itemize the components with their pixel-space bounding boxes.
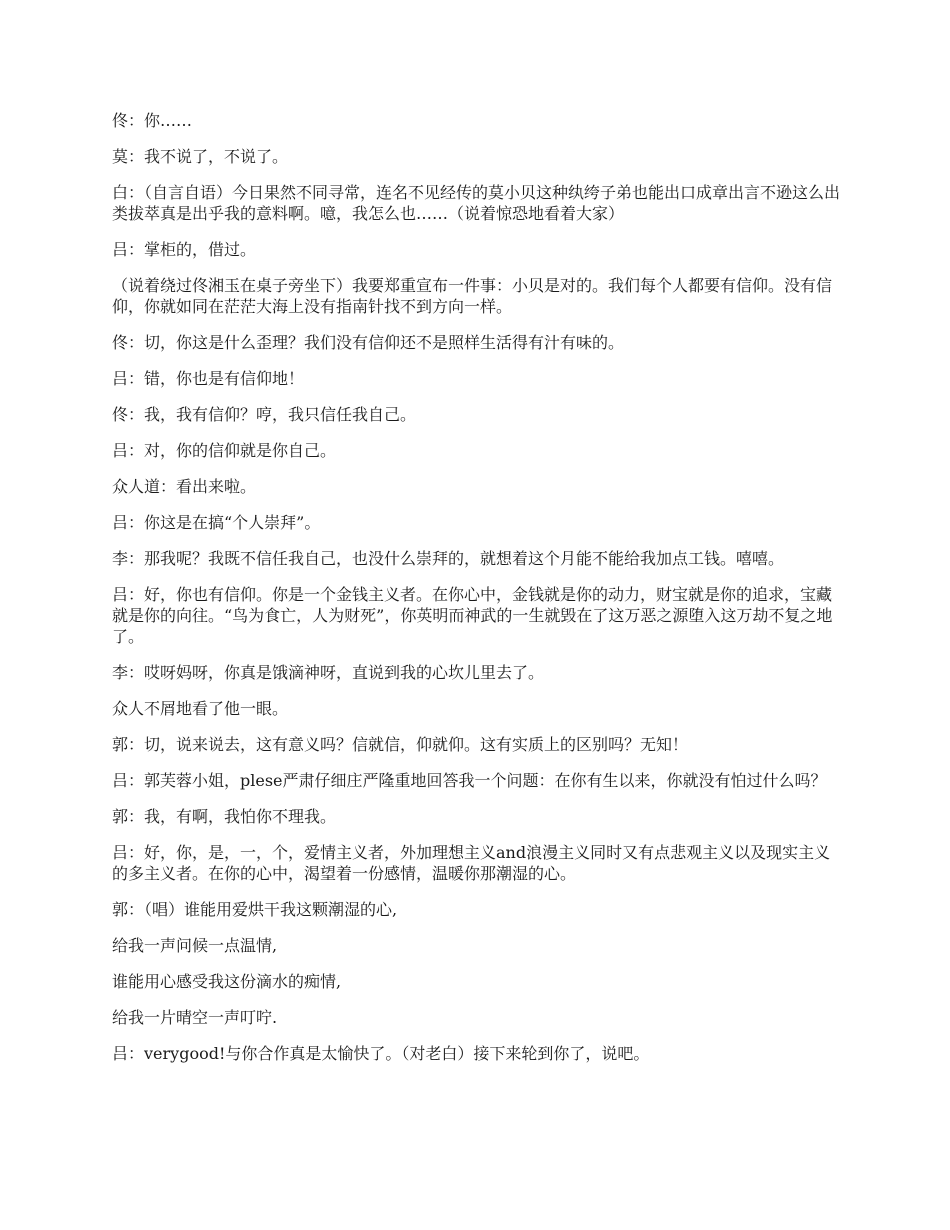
dialogue-line: 吕：对，你的信仰就是你自己。 (112, 441, 337, 460)
dialogue-line: 白：（自言自语）今日果然不同寻常，连名不见经传的莫小贝这种纨绔子弟也能出口成章出言不逊这么出类拔萃真是出乎我的意料啊。噫，我怎么也……（说着惊恐地看着大家） (112, 183, 841, 223)
dialogue-line: 李：那我呢？我既不信任我自己，也没什么崇拜的，就想着这个月能不能给我加点工钱。嘻嘻。 (112, 549, 785, 568)
song-line: 谁能用心感受我这份滴水的痴情, (112, 972, 342, 991)
dialogue-line: 吕：错，你也是有信仰地！ (112, 369, 305, 388)
song-line: 给我一声问候一点温情, (112, 936, 278, 955)
dialogue-line: 吕：verygood!与你合作真是太愉快了。（对老白）接下来轮到你了，说吧。 (112, 1044, 650, 1063)
dialogue-line: 郭：我，有啊，我怕你不理我。 (112, 807, 337, 826)
song-line: 郭：（唱）谁能用爱烘干我这颗潮湿的心, (112, 900, 398, 919)
dialogue-line: 吕：好，你，是，一，个，爱情主义者，外加理想主义and浪漫主义同时又有点悲观主义以及现实主义的多主义者。在你的心中，渴望着一份感情，温暖你那潮湿的心。 (112, 843, 831, 883)
dialogue-line: 佟：你…… (112, 111, 193, 130)
stage-direction-line: 众人不屑地看了他一眼。 (112, 699, 289, 718)
dialogue-line: 莫：我不说了，不说了。 (112, 147, 289, 166)
dialogue-line: 佟：切，你这是什么歪理？我们没有信仰还不是照样生活得有汁有味的。 (112, 333, 625, 352)
stage-direction-line: （说着绕过佟湘玉在桌子旁坐下）我要郑重宣布一件事：小贝是对的。我们每个人都要有信仰。没有信仰，你就如同在茫茫大海上没有指南针找不到方向一样。 (112, 276, 833, 316)
dialogue-line: 吕：好，你也有信仰。你是一个金钱主义者。在你心中，金钱就是你的动力，财宝就是你的追求，宝藏就是你的向往。“鸟为食亡，人为财死”，你英明而神武的一生就毁在了这万恶之源堕入这万劫不复之地了。 (112, 585, 833, 646)
song-line: 给我一片晴空一声叮咛. (112, 1008, 278, 1027)
dialogue-line: 吕：郭芙蓉小姐，plese严肃仔细庄严隆重地回答我一个问题：在你有生以来，你就没有怕过什么吗？ (112, 771, 827, 790)
dialogue-line: 众人道：看出来啦。 (112, 477, 257, 496)
document-body (112, 110, 842, 1079)
dialogue-line: 李：哎呀妈呀，你真是饿滴神呀，直说到我的心坎儿里去了。 (112, 663, 545, 682)
dialogue-line: 郭：切，说来说去，这有意义吗？信就信，仰就仰。这有实质上的区别吗？无知！ (112, 735, 689, 754)
dialogue-line: 佟：我，我有信仰？哼，我只信任我自己。 (112, 405, 417, 424)
dialogue-line: 吕：掌柜的，借过。 (112, 240, 257, 259)
dialogue-line: 吕：你这是在搞“个人崇拜”。 (112, 513, 321, 532)
